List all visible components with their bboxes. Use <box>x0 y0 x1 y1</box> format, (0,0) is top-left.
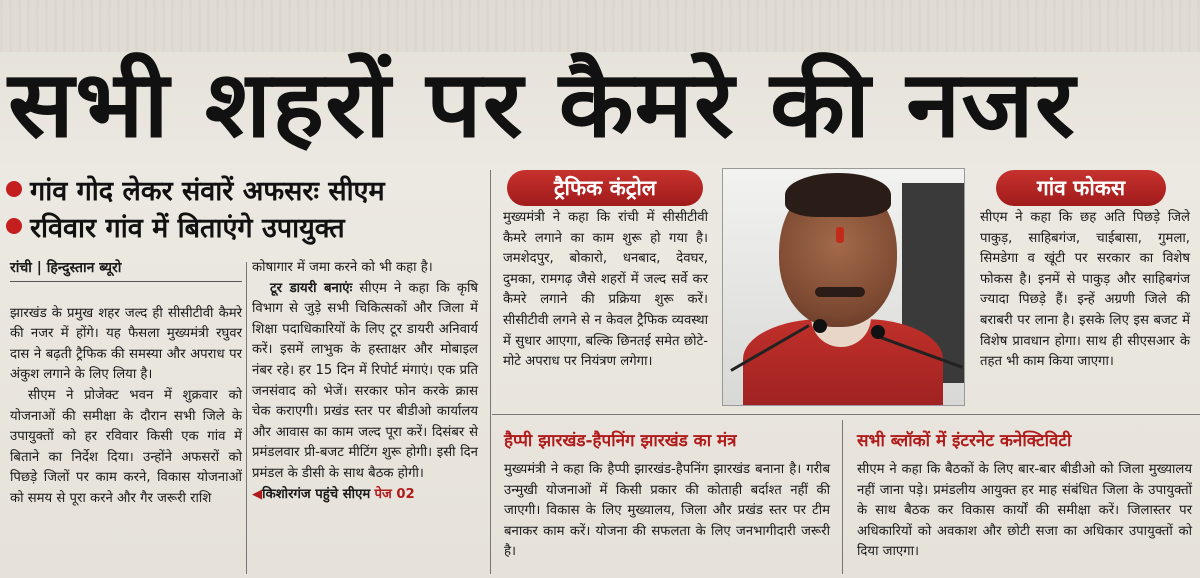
subhead-2-text: रविवार गांव में बिताएंगे उपायुक्त <box>30 213 345 244</box>
subhead-1 <box>6 171 385 208</box>
microphone-icon <box>813 319 827 333</box>
col2-paragraph-1: कोषागार में जमा करने को भी कहा है। <box>252 260 433 275</box>
col1-paragraph-2: सीएम ने प्रोजेक्ट भवन में शुक्रवार को योजनाओं की समीक्षा के दौरान सभी जिले के उपायुक्तों को हर रविवार किसी एक गांव में बिताने का निर्देश दिया। उन्होंने अफसरों को पिछड़े जिलों पर काम करने, विकास योजनाओं को समय से पूरा करने और गैर जरूरी राशि <box>10 387 242 506</box>
page-reference-text: किशोरगंज पहुंचे सीएम <box>262 486 371 502</box>
col2-paragraph-2 <box>252 279 478 485</box>
subhead-1-text: गांव गोद लेकर संवारें अफसरः सीएम <box>30 176 385 207</box>
chief-minister-photo <box>722 168 965 406</box>
tour-diary-lead: टूर डायरी बनाएंः <box>270 280 353 296</box>
article-column-1 <box>10 258 242 510</box>
happy-jharkhand-title: हैप्पी झारखंड-हैपनिंग झारखंड का मंत्र <box>504 431 737 451</box>
red-bullet-icon <box>6 218 22 234</box>
village-focus-title: गांव फोकस <box>996 170 1166 206</box>
microphone-icon <box>871 325 885 339</box>
traffic-control-title: ट्रैफिक कंट्रोल <box>507 170 703 206</box>
photo-mustache <box>815 287 865 297</box>
photo-tilak <box>836 227 844 243</box>
internet-connectivity-text: सीएम ने कहा कि बैठकों के लिए बार-बार बीडीओ को जिला मुख्यालय नहीं जाना पड़े। प्रमंडलीय आयुक्त हर माह संबंधित जिला के उपायुक्तों के साथ बैठक कर विकास कार्यों की समीक्षा करें। जिलास्तर पर अधिकारियों को अवकाश और छोटी सजा का अधिकार उपायुक्तों को दिया जाएगा। <box>857 462 1192 560</box>
red-bullet-icon <box>6 181 22 197</box>
subhead-2 <box>6 208 345 245</box>
page-reference <box>252 485 478 506</box>
village-focus-text: सीएम ने कहा कि छह अति पिछड़े जिले पाकुड़, साहिबगंज, चाईबासा, गुमला, सिमडेगा व खूंटी पर सरकार का विशेष फोकस है। इनमें से पाकुड़ और साहिबगंज ज्यादा पिछड़े हैं। इन्हें अग्रणी जिले की बराबरी पर लाना है। इसके लिए इस बजट में विशेष प्रावधान होगा। साथ ही सीएसआर के तहत भी काम किया जाएगा। <box>980 210 1190 370</box>
tour-diary-text: सीएम ने कहा कि कृषि विभाग से जुड़े सभी चिकित्सकों और जिला में शिक्षा पदाधिकारियों के लिए टूर डायरी अनिवार्य करें। इसमें लाभुक के हस्ताक्षर और मोबाइल नंबर रहे। हर 15 दिन में रिपोर्ट मंगाएं। एक प्रति जनसंवाद को भेजें। सरकार फोन करके क्रास चेक कराएगी। प्रखंड स्तर पर बीडीओ कार्यालय और आवास का काम जल्द पूरा करें। दिसंबर से प्रमंडलवार प्री-बजट मीटिंग शुरू होगी। इसी दिन प्रमंडल के डीसी के साथ बैठक होगी। <box>252 280 478 481</box>
horizontal-divider <box>492 414 1200 415</box>
triangle-pointer-icon: ◀ <box>252 486 263 502</box>
photo-hair <box>785 173 891 217</box>
section-divider <box>490 170 491 574</box>
page-reference-number: पेज 02 <box>374 486 415 502</box>
internet-connectivity-title: सभी ब्लॉकों में इंटरनेट कनेक्टिविटी <box>857 431 1072 451</box>
dateline: रांची | हिन्दुस्तान ब्यूरो <box>10 258 242 282</box>
section-divider <box>842 420 843 574</box>
faded-background-print <box>0 0 1200 52</box>
article-column-2 <box>252 258 478 505</box>
headline: सभी शहरों पर कैमरे की नजर <box>8 51 1076 158</box>
col1-paragraph-1: झारखंड के प्रमुख शहर जल्द ही सीसीटीवी कैमरे की नजर में होंगे। यह फैसला मुख्यमंत्री रघुवर दास ने बढ़ती ट्रैफिक की समस्या और अपराध पर अंकुश लगाने के लिए लिया है। <box>10 305 242 383</box>
traffic-control-text: मुख्यमंत्री ने कहा कि रांची में सीसीटीवी कैमरे लगाने का काम शुरू हो गया है। जमशेदपुर, बोकारो, धनबाद, देवघर, दुमका, रामगढ़ जैसे शहरों में जल्द सर्वे कर कैमरे लगाने की प्रक्रिया शुरू करें। सीसीटीवी लगने से न केवल ट्रैफिक व्यवस्था में सुधार आएगा, बल्कि छिनतई समेत छोटे-मोटे अपराध पर नियंत्रण लगेगा। <box>503 210 708 370</box>
column-divider <box>246 262 247 574</box>
happy-jharkhand-text: मुख्यमंत्री ने कहा कि हैप्पी झारखंड-हैपनिंग झारखंड बनाना है। गरीब उन्मुखी योजनाओं में किसी प्रकार की कोताही बर्दाश्त नहीं की जाएगी। विकास के लिए मुख्यालय, जिला और प्रखंड स्तर पर टीम बनाकर काम करें। योजना की सफलता के लिए जनभागीदारी जरूरी है। <box>504 462 830 560</box>
